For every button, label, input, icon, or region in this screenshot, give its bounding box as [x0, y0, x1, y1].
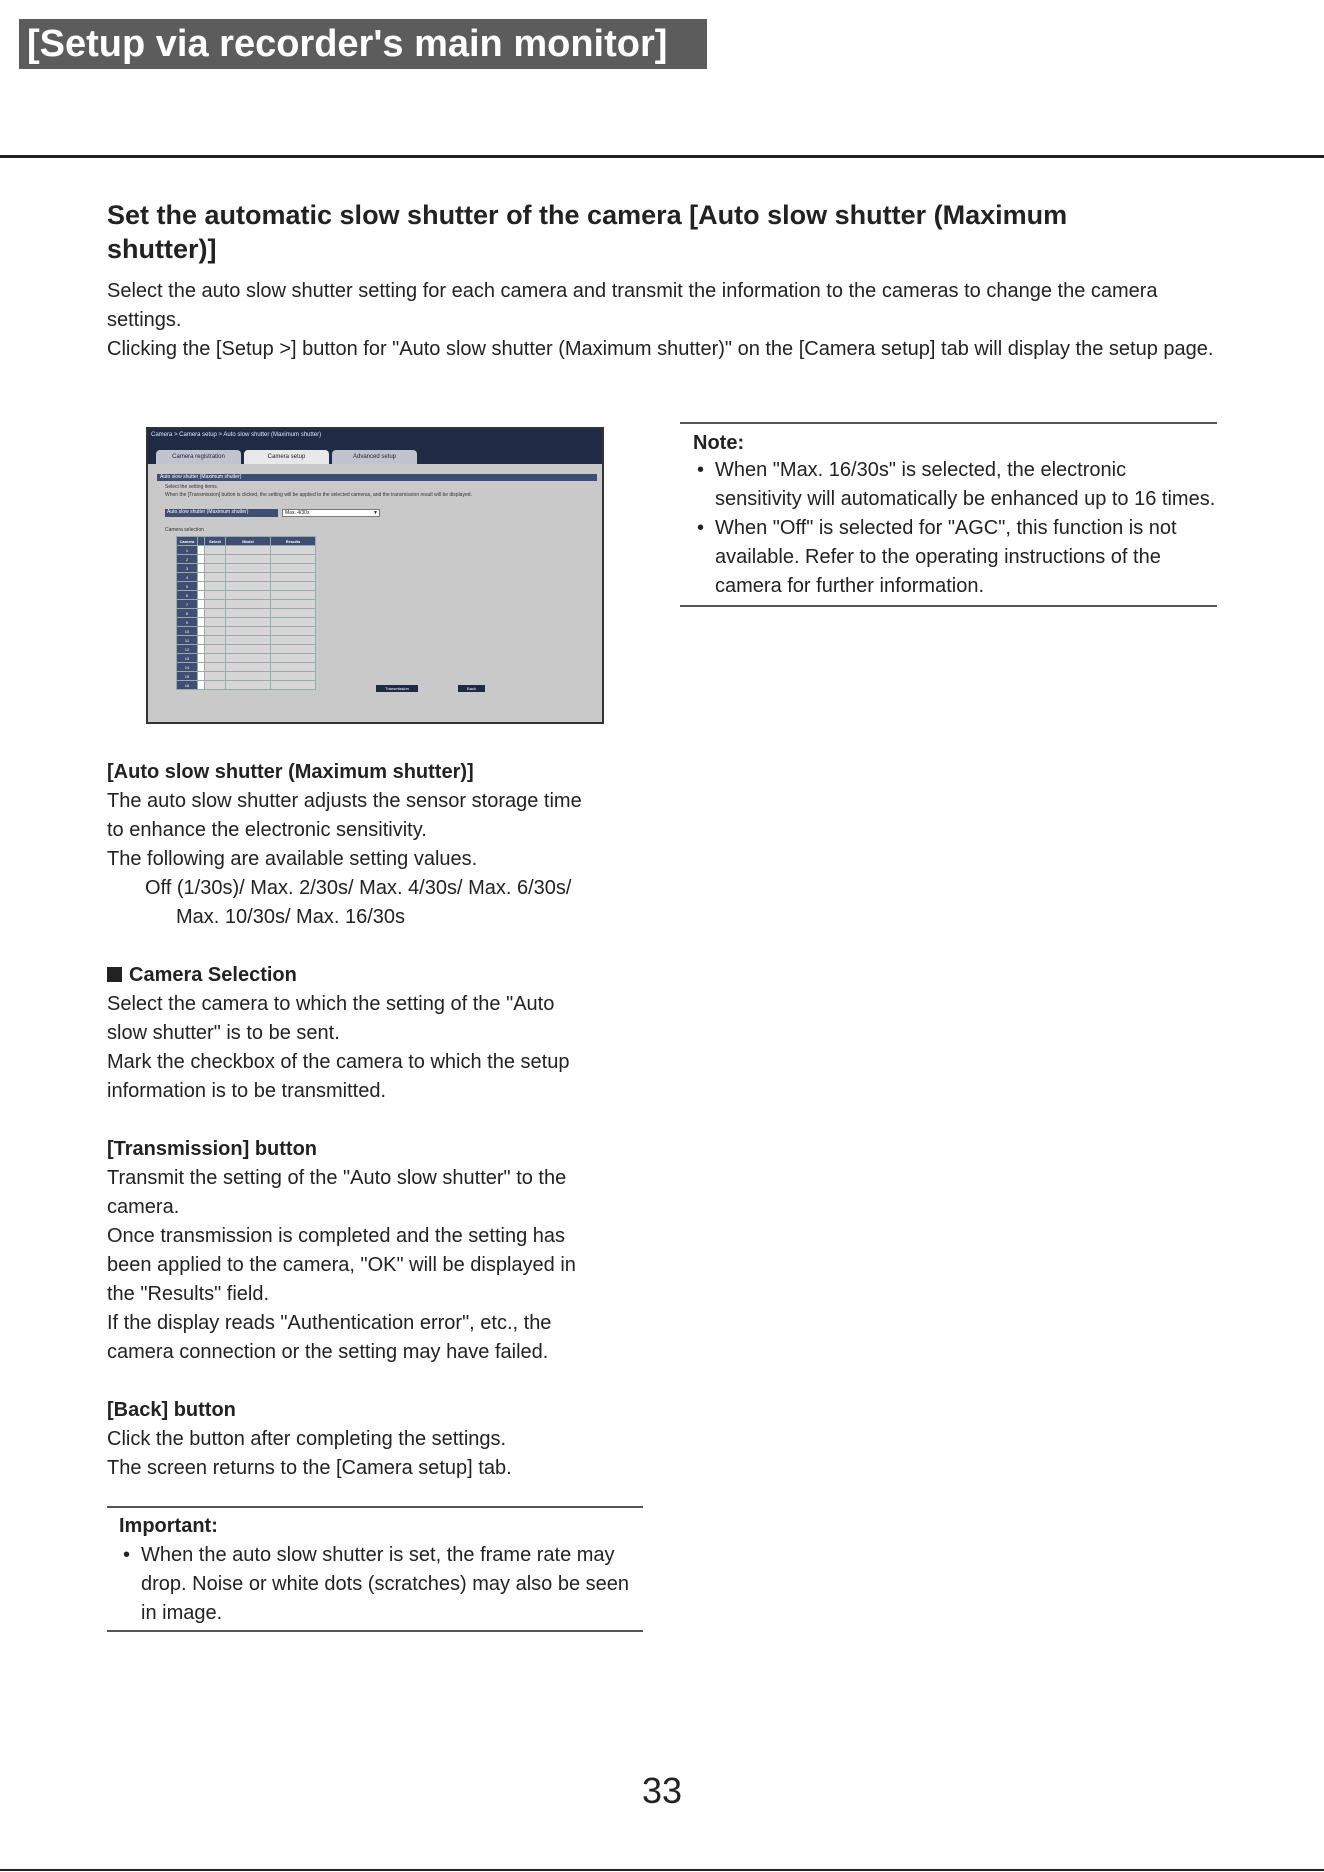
camera-selection-heading-text: Camera Selection: [129, 964, 297, 986]
select-cell: [205, 636, 226, 645]
page-number: 33: [641, 1770, 683, 1811]
left-column: [107, 758, 662, 1483]
checkbox: [198, 636, 205, 645]
text-line: information is to be transmitted.: [107, 1080, 387, 1102]
select-cell: [205, 546, 226, 555]
tab-camera-registration: Camera registration: [156, 450, 241, 464]
screenshot-camera-selection-label: Camera selection: [165, 527, 204, 533]
checkbox: [198, 654, 205, 663]
model-cell: [226, 681, 271, 690]
checkbox: [198, 600, 205, 609]
important-box: [107, 1506, 643, 1632]
screenshot-camera-table: [176, 536, 316, 690]
model-cell: [226, 573, 271, 582]
select-cell: [205, 600, 226, 609]
select-cell: [205, 663, 226, 672]
intro-paragraph: Select the auto slow shutter setting for each camera and transmit the information to the cameras to change the camera settings.: [107, 280, 1158, 331]
select-cell: [205, 582, 226, 591]
table-row: [177, 654, 316, 663]
text-line: The auto slow shutter adjusts the sensor storage time: [107, 790, 582, 812]
camera-number: 4: [177, 573, 198, 582]
camera-number: 9: [177, 618, 198, 627]
checkbox: [198, 582, 205, 591]
checkbox: [198, 627, 205, 636]
table-header-checkbox: [198, 537, 205, 546]
table-row: [177, 618, 316, 627]
tab-camera-setup: Camera setup: [244, 450, 329, 464]
intro-paragraph: Clicking the [Setup >] button for "Auto slow shutter (Maximum shutter)" on the [Camera setup] tab will display the setup page.: [107, 338, 1214, 360]
checkbox: [198, 618, 205, 627]
camera-number: 13: [177, 654, 198, 663]
model-cell: [226, 609, 271, 618]
model-cell: [226, 591, 271, 600]
checkbox: [198, 591, 205, 600]
results-cell: [271, 600, 316, 609]
camera-number: 15: [177, 672, 198, 681]
note-list: [693, 456, 1217, 601]
select-cell: [205, 681, 226, 690]
model-cell: [226, 645, 271, 654]
screenshot-back-button: Back: [458, 685, 485, 692]
text-line: slow shutter" is to be sent.: [107, 1022, 340, 1044]
transmission-heading: [Transmission] button: [107, 1138, 317, 1160]
screenshot-shutter-select: [282, 509, 380, 517]
tab-advanced-setup: Advanced setup: [332, 450, 417, 464]
select-cell: [205, 564, 226, 573]
camera-number: 11: [177, 636, 198, 645]
section-title: Set the automatic slow shutter of the camera [Auto slow shutter (Maximum shutter)]: [107, 200, 1068, 264]
checkbox: [198, 555, 205, 564]
results-cell: [271, 555, 316, 564]
header-divider: [0, 155, 1324, 158]
results-cell: [271, 564, 316, 573]
checkbox: [198, 663, 205, 672]
checkbox: [198, 672, 205, 681]
model-cell: [226, 636, 271, 645]
table-row: [177, 681, 316, 690]
screenshot-field-label: Auto slow shutter (Maximum shutter): [167, 509, 249, 515]
model-cell: [226, 618, 271, 627]
note-item: • When "Off" is selected for "AGC", this function is not available. Refer to the operating instructions of the camera for further information.: [693, 514, 1217, 601]
checkbox: [198, 573, 205, 582]
screenshot-tabs: [148, 447, 602, 464]
table-header: Select: [205, 537, 226, 546]
note-title: Note:: [693, 432, 745, 454]
checkbox: [198, 609, 205, 618]
table-row: [177, 636, 316, 645]
model-cell: [226, 555, 271, 564]
important-title: Important:: [119, 1515, 218, 1537]
table-row: [177, 600, 316, 609]
camera-number: 2: [177, 555, 198, 564]
screenshot-breadcrumb: Camera > Camera setup > Auto slow shutter (Maximum shutter): [151, 432, 322, 438]
camera-number: 16: [177, 681, 198, 690]
results-cell: [271, 672, 316, 681]
results-cell: [271, 681, 316, 690]
text-line: been applied to the camera, "OK" will be displayed in: [107, 1254, 576, 1276]
text-line: Transmit the setting of the "Auto slow shutter" to the: [107, 1167, 567, 1189]
camera-selection-heading: [107, 961, 662, 990]
screenshot-section-label: Auto slow shutter (Maximum shutter): [160, 474, 242, 480]
footer-divider: [0, 1869, 1324, 1871]
screenshot-topbar: [148, 429, 602, 447]
select-cell: [205, 618, 226, 627]
select-cell: [205, 645, 226, 654]
text-line: camera.: [107, 1196, 180, 1218]
camera-number: 12: [177, 645, 198, 654]
screenshot-line: Select the setting items.: [165, 484, 219, 490]
results-cell: [271, 591, 316, 600]
table-row: [177, 609, 316, 618]
model-cell: [226, 600, 271, 609]
back-heading: [Back] button: [107, 1399, 236, 1421]
results-cell: [271, 663, 316, 672]
table-row: [177, 582, 316, 591]
table-row: [177, 564, 316, 573]
camera-number: 1: [177, 546, 198, 555]
camera-number: 5: [177, 582, 198, 591]
screenshot-line: When the [Transmission] button is clicked, the setting will be applied to the selected cameras, and the transmission result will be displayed.: [165, 492, 472, 498]
checkbox: [198, 645, 205, 654]
results-cell: [271, 645, 316, 654]
text-line: Select the camera to which the setting of the "Auto: [107, 993, 555, 1015]
text-line: the "Results" field.: [107, 1283, 270, 1305]
table-row: [177, 627, 316, 636]
table-row: [177, 546, 316, 555]
camera-number: 8: [177, 609, 198, 618]
note-box: [680, 422, 1217, 607]
camera-number: 10: [177, 627, 198, 636]
results-cell: [271, 573, 316, 582]
page-header: [Setup via recorder's main monitor]: [19, 19, 707, 69]
table-row: [177, 645, 316, 654]
section-intro: [107, 277, 1227, 364]
model-cell: [226, 672, 271, 681]
screenshot-select-value: Max. 4/30s: [285, 510, 310, 516]
table-header: Results: [271, 537, 316, 546]
setting-values: Max. 10/30s/ Max. 16/30s: [176, 906, 406, 928]
text-line: The following are available setting values.: [107, 848, 478, 870]
model-cell: [226, 663, 271, 672]
screenshot-transmission-button: Transmission: [376, 685, 418, 692]
setting-values: Off (1/30s)/ Max. 2/30s/ Max. 4/30s/ Max. 6/30s/: [145, 877, 572, 899]
select-cell: [205, 555, 226, 564]
model-cell: [226, 582, 271, 591]
important-list: [119, 1541, 643, 1628]
model-cell: [226, 627, 271, 636]
select-cell: [205, 627, 226, 636]
table-header: Model: [226, 537, 271, 546]
results-cell: [271, 582, 316, 591]
model-cell: [226, 654, 271, 663]
results-cell: [271, 546, 316, 555]
table-row: [177, 555, 316, 564]
results-cell: [271, 636, 316, 645]
table-row: [177, 663, 316, 672]
text-line: Once transmission is completed and the setting has: [107, 1225, 566, 1247]
results-cell: [271, 654, 316, 663]
select-cell: [205, 672, 226, 681]
results-cell: [271, 609, 316, 618]
text-line: Click the button after completing the settings.: [107, 1428, 507, 1450]
select-cell: [205, 609, 226, 618]
note-item: • When "Max. 16/30s" is selected, the electronic sensitivity will automatically be enhanced up to 16 times.: [693, 456, 1217, 514]
text-line: to enhance the electronic sensitivity.: [107, 819, 427, 841]
important-item: • When the auto slow shutter is set, the frame rate may drop. Noise or white dots (scratches) may also be seen in image.: [119, 1541, 643, 1628]
camera-number: 14: [177, 663, 198, 672]
text-line: The screen returns to the [Camera setup] tab.: [107, 1457, 512, 1479]
camera-number: 7: [177, 600, 198, 609]
table-row: [177, 573, 316, 582]
table-row: [177, 672, 316, 681]
table-row: [177, 591, 316, 600]
text-line: If the display reads "Authentication error", etc., the: [107, 1312, 552, 1334]
table-header: Camera: [177, 537, 198, 546]
select-cell: [205, 654, 226, 663]
results-cell: [271, 627, 316, 636]
text-line: Mark the checkbox of the camera to which the setup: [107, 1051, 570, 1073]
text-line: camera connection or the setting may have failed.: [107, 1341, 549, 1363]
select-cell: [205, 591, 226, 600]
checkbox: [198, 546, 205, 555]
chevron-down-icon: ▼: [373, 510, 378, 516]
auto-slow-heading: [Auto slow shutter (Maximum shutter)]: [107, 761, 474, 783]
setup-screenshot: [146, 427, 604, 724]
checkbox: [198, 681, 205, 690]
black-square-icon: [107, 967, 122, 982]
select-cell: [205, 573, 226, 582]
camera-number: 3: [177, 564, 198, 573]
checkbox: [198, 564, 205, 573]
model-cell: [226, 546, 271, 555]
camera-number: 6: [177, 591, 198, 600]
results-cell: [271, 618, 316, 627]
model-cell: [226, 564, 271, 573]
